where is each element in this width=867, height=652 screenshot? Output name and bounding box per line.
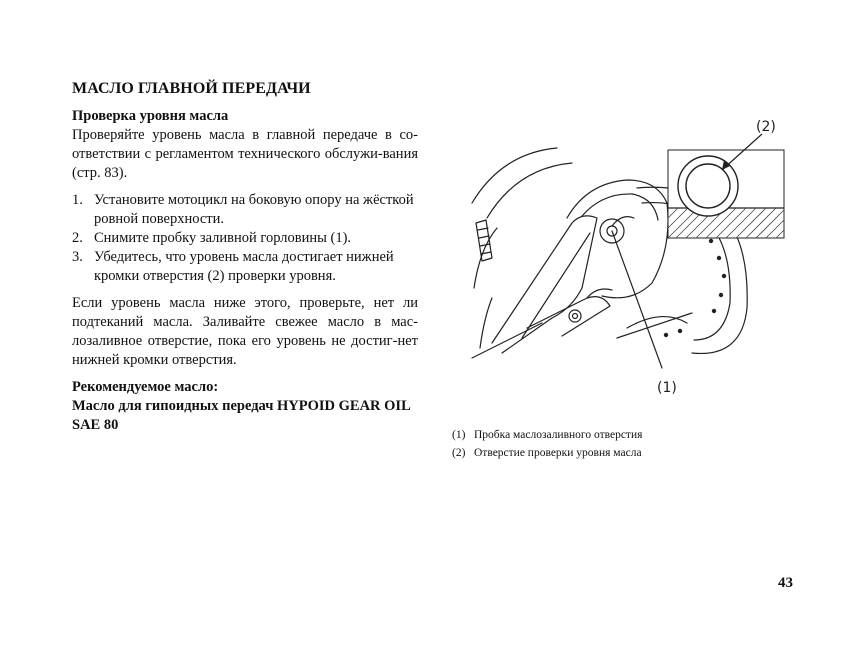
callout-2-label: (2) xyxy=(756,119,776,135)
caption-item xyxy=(452,444,772,462)
caption-item xyxy=(452,426,772,444)
page-number: 43 xyxy=(778,575,793,591)
step-text: Убедитесь, что уровень масла достигает нижней кромки отверстия (2) проверки уровня. xyxy=(94,249,394,284)
swingarm xyxy=(492,216,597,353)
final-drive-housing xyxy=(567,180,668,298)
caption-text: Пробка маслозаливного отверстия xyxy=(474,429,643,441)
low-level-note: Если уровень масла ниже этого, проверьте, нет ли подтеканий масла. Заливайте свежее масло в мас-лозаливное отверстие, пока его уровень не достиг-нет нижней кромки отверстия. xyxy=(72,295,418,368)
figure-captions xyxy=(452,426,772,462)
step-number: 2. xyxy=(72,230,83,246)
fender-line xyxy=(472,148,557,203)
text-column xyxy=(72,107,418,435)
callout-1-label: (1) xyxy=(657,380,677,396)
final-drive-illustration xyxy=(462,108,792,408)
step-number: 3. xyxy=(72,249,83,265)
section-title: МАСЛО ГЛАВНОЙ ПЕРЕДАЧИ xyxy=(72,80,311,97)
step-item xyxy=(72,248,418,286)
recommended-label: Рекомендуемое масло: xyxy=(72,379,219,395)
step-text: Снимите пробку заливной горловины (1). xyxy=(94,230,352,246)
callout-1-leader xyxy=(612,231,662,368)
recommended-oil: Масло для гипоидных передач HYPOID GEAR OIL SAE 80 xyxy=(72,398,410,433)
subheading: Проверка уровня масла xyxy=(72,108,229,124)
step-item xyxy=(72,229,418,248)
intro-paragraph: Проверяйте уровень масла в главной передаче в со-ответствии с регламентом технического обслужи-вания (стр. 83). xyxy=(72,127,418,181)
step-number: 1. xyxy=(72,192,83,208)
level-inset xyxy=(668,134,784,238)
step-item xyxy=(72,191,418,229)
steps-list xyxy=(72,191,418,286)
caption-text: Отверстие проверки уровня масла xyxy=(474,447,642,459)
caption-number: (2) xyxy=(452,447,466,459)
step-text: Установите мотоцикл на боковую опору на жёсткой ровной поверхности. xyxy=(94,192,414,227)
caption-number: (1) xyxy=(452,429,466,441)
